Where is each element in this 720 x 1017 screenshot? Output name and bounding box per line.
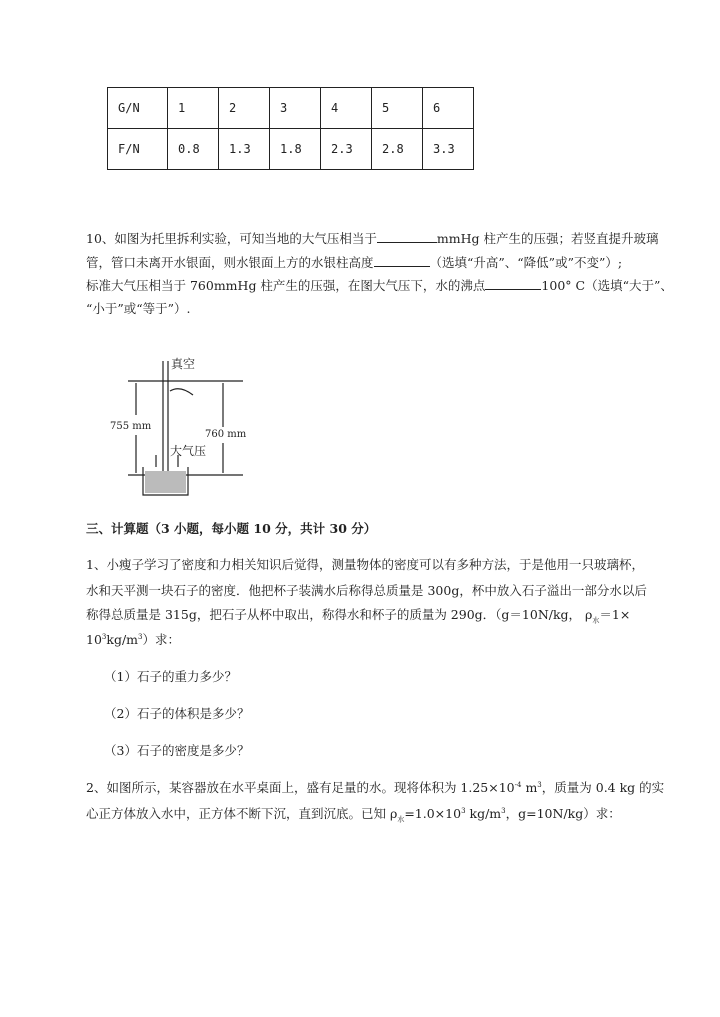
text: 3 xyxy=(537,780,542,789)
q1-line xyxy=(86,605,630,626)
table-cell: 0.8 xyxy=(168,129,219,170)
answer-blank[interactable] xyxy=(374,254,430,267)
text: 3 xyxy=(501,806,506,815)
q10-line xyxy=(86,299,191,317)
q2-line xyxy=(86,804,621,825)
q10-line xyxy=(86,253,622,271)
text: 2、如图所示，某容器放在水平桌面上，盛有足量的水。现将体积为 1.25×10 xyxy=(86,780,515,795)
text: mmHg 柱产生的压强；若竖直提升玻璃 xyxy=(436,231,659,246)
text: “小于”或“等于”）. xyxy=(86,301,191,316)
table-row xyxy=(108,129,474,170)
text: 管，管口未离开水银面，则水银面上方的水银柱高度 xyxy=(86,255,374,270)
text: 水 xyxy=(592,616,600,625)
q1-subquestion: （1）石子的重力多少？ xyxy=(104,669,237,684)
table-cell: 2 xyxy=(219,88,270,129)
text: ，质量为 0.4 kg 的实 xyxy=(541,780,665,795)
section-heading: 三、计算题（3 小题，每小题 10 分，共计 30 分） xyxy=(86,521,377,536)
q1-subquestion: （2）石子的体积是多少？ xyxy=(104,706,250,721)
torricelli-diagram xyxy=(108,355,258,500)
q2-line xyxy=(86,778,664,796)
table-cell: 2.8 xyxy=(372,129,423,170)
text: kg/m xyxy=(465,806,502,821)
atm-label: 大气压 xyxy=(170,444,207,458)
text: 3 xyxy=(138,632,143,641)
text: 10、如图为托里拆利实验，可知当地的大气压相当于 xyxy=(86,231,377,246)
table-cell: G/N xyxy=(108,88,168,129)
table-cell: 2.3 xyxy=(321,129,372,170)
table-cell: 6 xyxy=(423,88,474,129)
table-cell: 4 xyxy=(321,88,372,129)
text: （选填“升高”、“降低”或”不变”）; xyxy=(429,255,623,270)
text: 10 xyxy=(86,632,102,647)
table-cell: 1.3 xyxy=(219,129,270,170)
q10-line xyxy=(86,229,659,247)
text: m xyxy=(521,780,538,795)
answer-blank[interactable] xyxy=(377,230,437,243)
table-cell: 5 xyxy=(372,88,423,129)
table-cell: 1.8 xyxy=(270,129,321,170)
left-height-label: 755 mm xyxy=(110,421,152,432)
force-table xyxy=(107,87,474,170)
text: 水 xyxy=(397,815,405,824)
q1-line xyxy=(86,630,180,648)
table-cell: 3 xyxy=(270,88,321,129)
right-height-label: 760 mm xyxy=(205,429,247,440)
torricelli-figure xyxy=(108,355,258,503)
text: ）求： xyxy=(142,632,180,647)
q1-subquestion: （3）石子的密度是多少？ xyxy=(104,743,250,758)
table-row xyxy=(108,88,474,129)
q1-line: 1、小瘦子学习了密度和力相关知识后觉得，测量物体的密度可以有多种方法，于是他用一只玻璃杯， xyxy=(86,557,644,572)
text: 3 xyxy=(101,632,107,641)
text: 100° C（选填“大于”、 xyxy=(541,278,673,293)
vacuum-label: 真空 xyxy=(171,357,196,371)
text: =1.0×10 xyxy=(404,806,462,821)
text: -4 xyxy=(514,780,522,789)
text: ，g=10N/kg）求： xyxy=(505,806,621,821)
table-cell: 3.3 xyxy=(423,129,474,170)
q10-line xyxy=(86,276,673,294)
text: ＝1× xyxy=(599,607,631,622)
q1-line: 水和天平测一块石子的密度．他把杯子装满水后称得总质量是 300g，杯中放入石子溢出一部分水以后 xyxy=(86,583,647,598)
text: 标准大气压相当于 760mmHg 柱产生的压强，在图大气压下，水的沸点 xyxy=(86,278,486,293)
text: 称得总质量是 315g，把石子从杯中取出，称得水和杯子的质量为 290g．（g＝10N/kg， ρ xyxy=(86,607,593,622)
answer-blank[interactable] xyxy=(485,277,541,290)
text: 心正方体放入水中，正方体不断下沉，直到沉底。已知 ρ xyxy=(86,806,398,821)
table-cell: 1 xyxy=(168,88,219,129)
text: kg/m xyxy=(106,632,139,647)
text: 3 xyxy=(461,806,466,815)
table-cell: F/N xyxy=(108,129,168,170)
